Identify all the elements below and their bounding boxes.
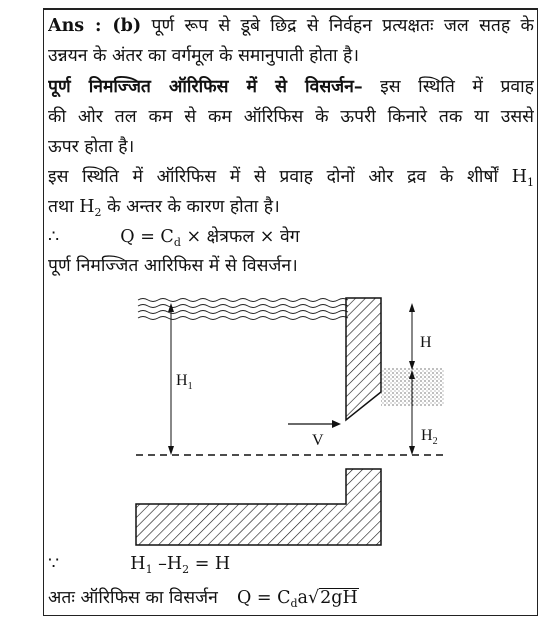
label-h2: $H_2$ [421, 427, 438, 447]
because-symbol: ∵ [48, 554, 60, 574]
final-formula-root: 2gH [320, 588, 358, 608]
final-formula-sub: d [290, 597, 298, 610]
relation-line [48, 552, 534, 582]
label-h: H [420, 334, 432, 351]
formula-lhs: Q = C [120, 227, 174, 247]
formula-rhs: × क्षेत्रफल × वेग [180, 227, 300, 247]
section-line-5-post: के अन्तर के कारण होता है। [101, 197, 280, 217]
diagram-caption: पूर्ण निमज्जित आरिफिस में से विसर्जन। [48, 256, 298, 276]
section-line-4-text: इस स्थिति में ऑरिफिस में से प्रवाह दोनों ओर द्रव के शीर्षों H [48, 167, 527, 187]
lower-wall [136, 469, 381, 545]
sqrt-symbol: √ [307, 588, 320, 608]
relation-sub2: 2 [182, 563, 190, 576]
relation-mid: –H [152, 554, 183, 574]
final-text: अतः ऑरिफिस का विसर्जन [48, 588, 218, 608]
section-heading: पूर्ण निमज्जित ऑरिफिस में से विसर्जन– [48, 77, 363, 97]
label-h1: $H_1$ [176, 372, 193, 392]
label-v: V [312, 432, 324, 449]
relation-post: = H [189, 554, 231, 574]
upper-wall [346, 298, 381, 420]
answer-text: पूर्ण रूप से डूबे छिद्र से निर्वहन प्रत्यक्षतः जल सतह के [151, 16, 534, 36]
relation-h: H [130, 554, 146, 574]
answer-line-2: उन्नयन के अंतर का वर्गमूल के समानुपाती होता है। [48, 46, 359, 66]
section-line-5-pre: तथा H [48, 197, 95, 217]
subscript-1: 1 [527, 176, 534, 189]
therefore-symbol: ∴ [48, 227, 60, 247]
subscript-2: 2 [94, 206, 102, 219]
section-heading-rest: इस स्थिति में प्रवाह [380, 77, 534, 97]
final-line [48, 586, 534, 616]
relation-sub1: 1 [145, 563, 153, 576]
answer-label: Ans : (b) [48, 16, 142, 36]
final-formula-q: Q = C [236, 588, 291, 608]
section-line-2: की ओर तल कम से कम ऑरिफिस के ऊपरी किनारे तक या उससे [48, 107, 534, 127]
final-formula-a: a [297, 588, 308, 608]
section-line-3: ऊपर होता है। [48, 137, 135, 157]
formula-sub: d [173, 236, 181, 249]
